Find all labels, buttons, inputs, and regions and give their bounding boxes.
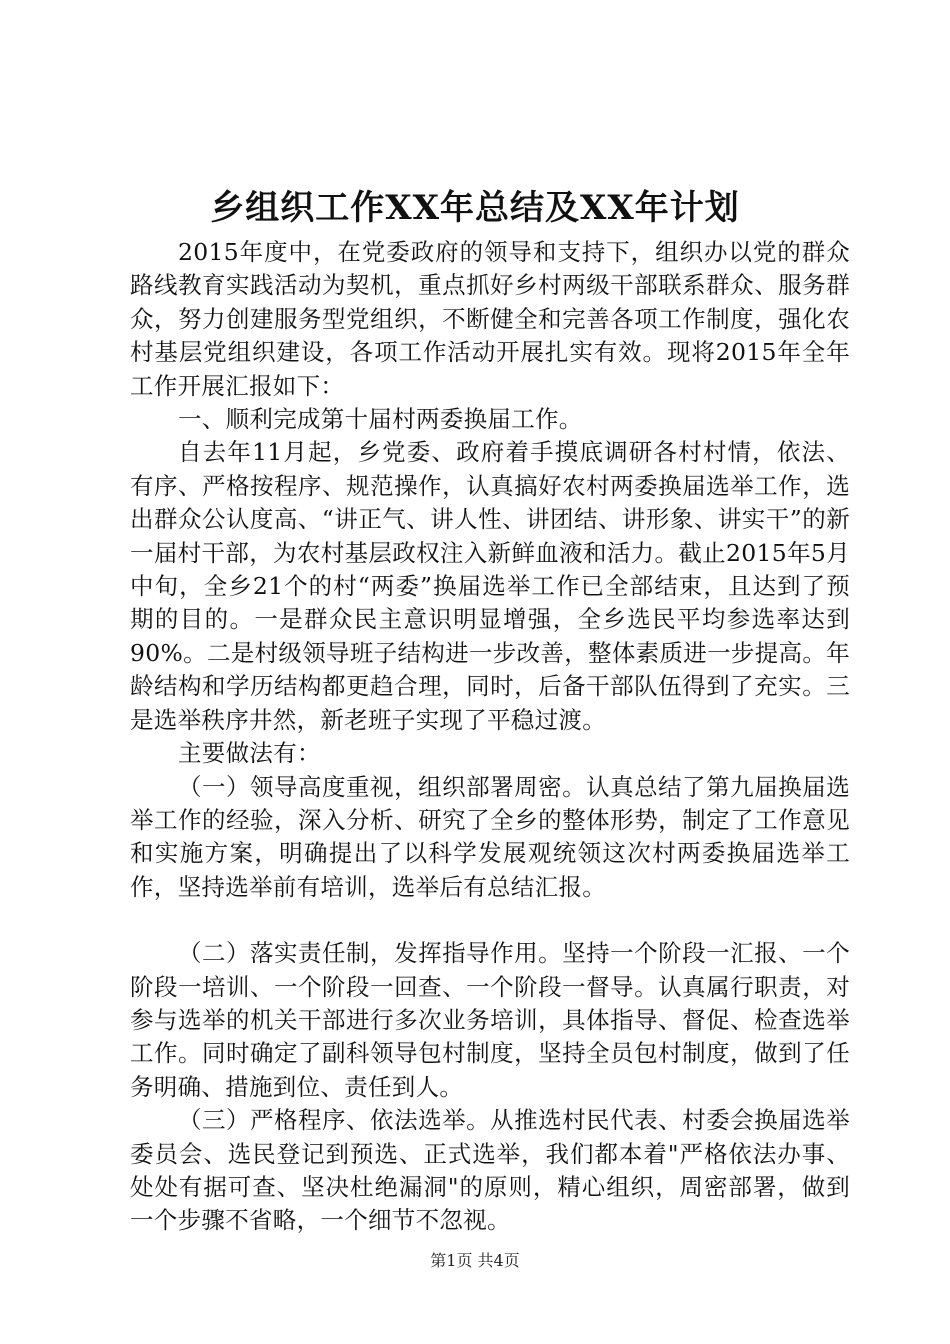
paragraph-section-heading: 一、顺利完成第十届村两委换届工作。: [178, 405, 583, 434]
page-number-footer: 第1页 共4页: [430, 1251, 520, 1270]
paragraph-intro: 2015年度中，在党委政府的领导和支持下，组织办以党的群众路线教育实践活动为契机，重点抓好乡村两级干部联系群众、服务群众，努力创建服务型党组织，不断健全和完善各项工作制度，强化农村基层党组织建设，各项工作活动开展扎实有效。现将2015年全年工作开展汇报如下：: [130, 238, 850, 400]
paragraph-method-3: （三）严格程序、依法选举。从推选村民代表、村委会换届选举委员会、选民登记到预选、正式选举，我们都本着"严格依法办事、处处有据可查、坚决杜绝漏洞"的原则，精心组织，周密部署，做到一个步骤不省略，一个细节不忽视。: [130, 1106, 850, 1235]
paragraph-method-1: （一）领导高度重视，组织部署周密。认真总结了第九届换届选举工作的经验，深入分析、研究了全乡的整体形势，制定了工作意见和实施方案，明确提出了以科学发展观统领这次村两委换届选举工作，坚持选举前有培训，选举后有总结汇报。: [130, 772, 850, 901]
paragraph-method-2: （二）落实责任制，发挥指导作用。坚持一个阶段一汇报、一个阶段一培训、一个阶段一回查、一个阶段一督导。认真属行职责，对参与选举的机关干部进行多次业务培训，具体指导、督促、检查选举工作。同时确定了副科领导包村制度，坚持全员包村制度，做到了任务明确、措施到位、责任到人。: [130, 939, 850, 1101]
document-title: 乡组织工作XX年总结及XX年计划: [210, 188, 740, 228]
paragraph-methods-heading: 主要做法有：: [178, 739, 321, 768]
document-body: [130, 236, 850, 1238]
paragraph-election-summary: 自去年11月起，乡党委、政府着手摸底调研各村村情，依法、有序、严格按程序、规范操作，认真搞好农村两委换届选举工作，选出群众公认度高、“讲正气、讲人性、讲团结、讲形象、讲实干”的新一届村干部，为农村基层政权注入新鲜血液和活力。截止2015年5月中旬，全乡21个的村“两委”换届选举工作已全部结束，且达到了预期的目的。一是群众民主意识明显增强，全乡选民平均参选率达到90%。二是村级领导班子结构进一步改善，整体素质进一步提高。年龄结构和学历结构都更趋合理，同时，后备干部队伍得到了充实。三是选举秩序井然，新老班子实现了平稳过渡。: [130, 438, 850, 734]
